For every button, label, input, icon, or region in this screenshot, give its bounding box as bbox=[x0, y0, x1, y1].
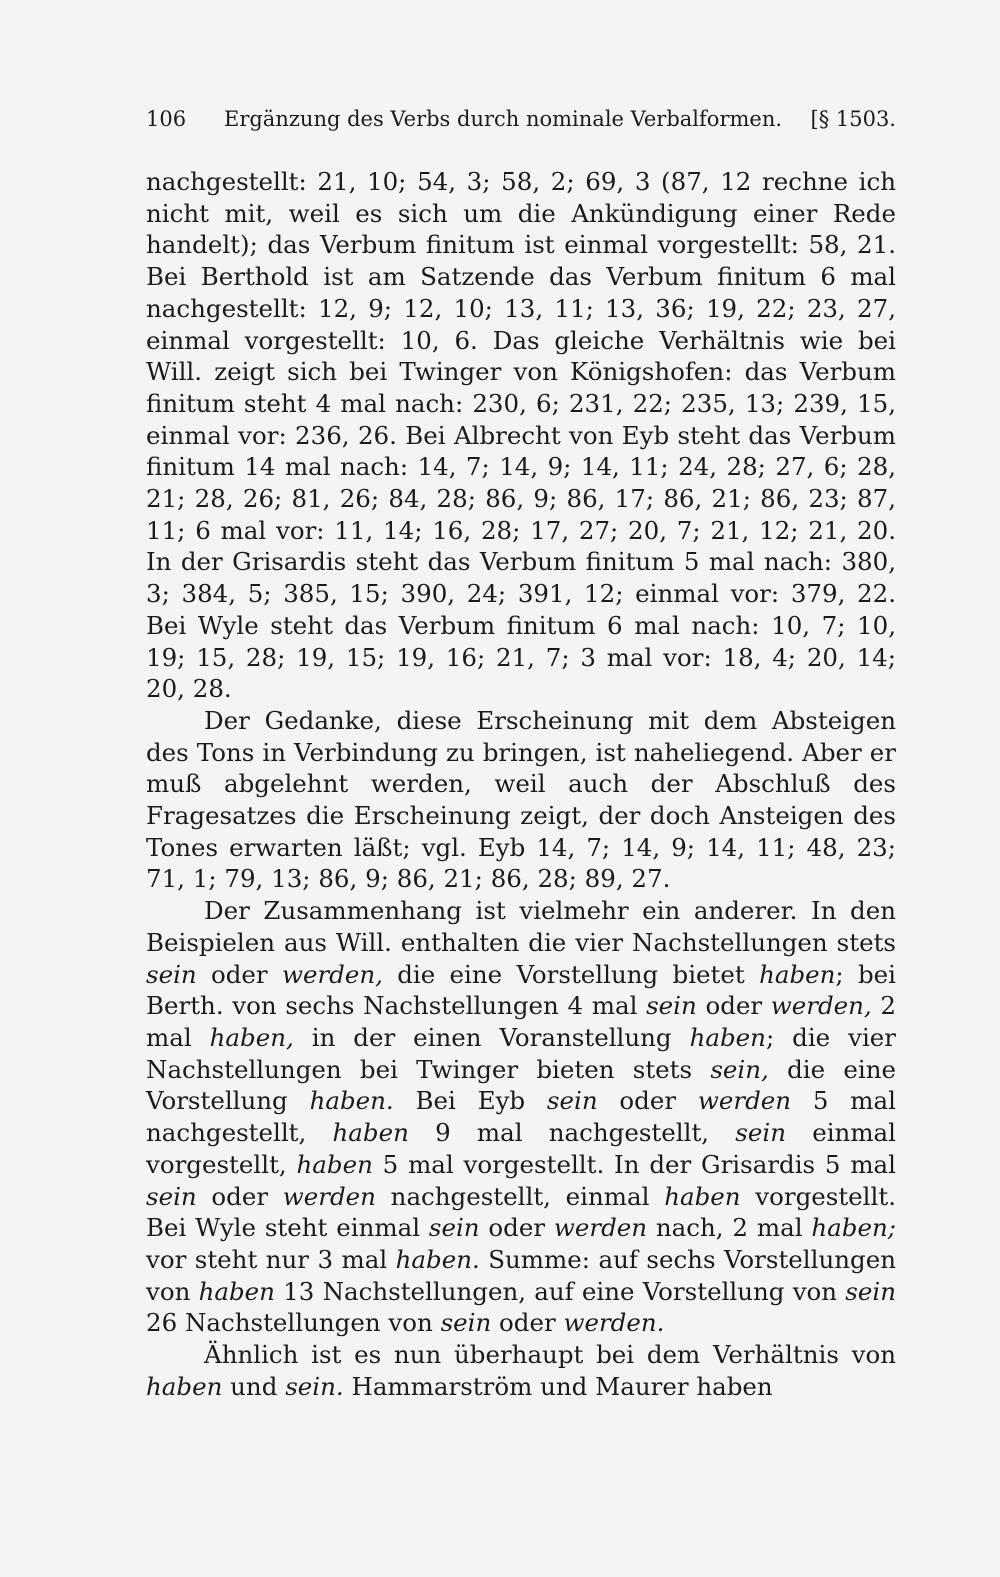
running-title: Ergänzung des Verbs durch nominale Verbalformen. bbox=[224, 107, 783, 131]
text-run: Der Zusammenhang ist vielmehr ein anderer. In den Beispielen aus Will. enthalten die vier Nachstellungen stets bbox=[146, 896, 896, 957]
text-run: die eine Vorstellung bietet bbox=[382, 959, 760, 989]
text-run: in der einen Voranstellung bbox=[293, 1022, 690, 1052]
text-run: oder bbox=[491, 1308, 564, 1338]
text-run: ; die vier Nachstellungen bei Twinger bieten stets bbox=[146, 1022, 897, 1084]
text-run: vor steht nur 3 mal bbox=[146, 1244, 396, 1274]
italic-term: haben. bbox=[309, 1086, 394, 1116]
italic-term: werden bbox=[697, 1086, 792, 1116]
text-run: Bei Eyb bbox=[393, 1086, 547, 1116]
italic-term: haben. bbox=[395, 1244, 480, 1274]
text-run: einmal vorgestellt, bbox=[146, 1118, 896, 1179]
text-run: und bbox=[222, 1371, 286, 1401]
text-run: ; bei Berth. von sechs Nachstellungen 4 mal bbox=[146, 959, 897, 1021]
italic-term: sein bbox=[146, 959, 197, 989]
text-run: 5 mal nachgestellt, bbox=[146, 1086, 896, 1148]
text-run: vorgestellt. Bei Wyle steht einmal bbox=[146, 1181, 896, 1243]
italic-term: sein bbox=[646, 991, 697, 1021]
text-run: oder bbox=[696, 991, 771, 1021]
italic-term: haben; bbox=[811, 1213, 896, 1243]
text-run: Der Gedanke, diese Erscheinung mit dem Absteigen des Tons in Verbindung zu bringen, ist naheliegend. Aber er muß abgelehnt werden, weil auch der Abschluß des Fragesatzes die Erscheinung zeigt, der doch Ansteigen des Tones erwarten läßt; vgl. Eyb 14, 7; 14, 9; 14, 11; 48, 23; 71, 1; 79, 13; 86, 9; 86, 21; 86, 28; 89, 27. bbox=[146, 705, 896, 894]
paragraph bbox=[146, 895, 896, 1339]
text-run: 9 mal nachgestellt, bbox=[408, 1118, 736, 1148]
page-number: 106 bbox=[146, 107, 187, 131]
text-run: die eine Vorstellung bbox=[146, 1054, 896, 1116]
text-run: 5 mal vorgestellt. In der Grisardis 5 mal bbox=[372, 1149, 896, 1179]
italic-term: werden. bbox=[563, 1308, 665, 1338]
italic-term: sein bbox=[735, 1118, 786, 1148]
text-run: Ähnlich ist es nun überhaupt bei dem Verhältnis von bbox=[204, 1340, 896, 1370]
italic-term: haben bbox=[146, 1371, 223, 1401]
italic-term: sein bbox=[440, 1308, 492, 1338]
italic-term: haben bbox=[759, 959, 836, 989]
italic-term: sein bbox=[845, 1276, 896, 1306]
text-run: nachgestellt: 21, 10; 54, 3; 58, 2; 69, 3 (87, 12 rechne ich nicht mit, weil es sich um die Ankündigung einer Rede handelt); das Verbum finitum ist einmal vorgestellt: 58, 21. Bei Berthold ist am Satzende das Verbum finitum 6 mal nachgestellt: 12, 9; 12, 10; 13, 11; 13, 36; 19, 22; 23, 27, einmal vorgestellt: 10, 6. Das gleiche Verhältnis wie bei Will. zeigt sich bei Twinger von Königshofen: das Verbum finitum steht 4 mal nach: 230, 6; 231, 22; 235, 13; 239, 15, einmal vor: 236, 26. Bei Albrecht von Eyb steht das Verbum finitum 14 mal nach: 14, 7; 14, 9; 14, 11; 24, 28; 27, 6; 28, 21; 28, 26; 81, 26; 84, 28; 86, 9; 86, 17; 86, 21; 86, 23; 87, 11; 6 mal vor: 11, 14; 16, 28; 17, 27; 20, 7; 21, 12; 21, 20. In der Grisardis steht das Verbum finitum 5 mal nach: 380, 3; 384, 5; 385, 15; 390, 24; 391, 12; einmal vor: 379, 22. Bei Wyle steht das Verbum finitum 6 mal nach: 10, 7; 10, 19; 15, 28; 19, 15; 19, 16; 21, 7; 3 mal vor: 18, 4; 20, 14; 20, 28. bbox=[146, 167, 896, 704]
italic-term: haben bbox=[664, 1181, 741, 1211]
text-run: Summe: auf sechs Vorstellungen von bbox=[146, 1244, 896, 1306]
italic-term: sein. bbox=[285, 1371, 344, 1401]
italic-term: sein, bbox=[710, 1054, 769, 1084]
italic-term: werden bbox=[282, 1181, 376, 1211]
italic-term: haben bbox=[296, 1149, 373, 1179]
italic-term: haben, bbox=[209, 1022, 294, 1052]
italic-term: werden bbox=[553, 1213, 648, 1243]
running-header bbox=[146, 104, 896, 134]
text-run: nachgestellt, einmal bbox=[375, 1181, 665, 1211]
section-reference: [§ 1503. bbox=[810, 107, 896, 131]
text-run: oder bbox=[597, 1086, 698, 1116]
body-text bbox=[146, 166, 896, 1402]
italic-term: haben bbox=[689, 1022, 766, 1052]
text-run: nach, 2 mal bbox=[647, 1213, 812, 1243]
text-run: oder bbox=[479, 1213, 554, 1243]
paragraph bbox=[146, 1339, 896, 1402]
italic-term: werden, bbox=[770, 991, 872, 1021]
paragraph bbox=[146, 705, 896, 895]
text-run: 13 Nachstellungen, auf eine Vorstellung von bbox=[274, 1276, 846, 1306]
text-run: 26 Nachstellungen von bbox=[146, 1308, 441, 1338]
text-run: oder bbox=[196, 959, 282, 989]
text-run: 2 mal bbox=[146, 991, 896, 1052]
italic-term: haben bbox=[198, 1276, 275, 1306]
paragraph bbox=[146, 166, 896, 705]
italic-term: haben bbox=[332, 1118, 409, 1148]
italic-term: sein bbox=[428, 1213, 480, 1243]
italic-term: sein bbox=[546, 1086, 598, 1116]
italic-term: sein bbox=[146, 1181, 197, 1211]
text-run: oder bbox=[196, 1181, 283, 1211]
text-run: Hammarström und Maurer haben bbox=[343, 1371, 773, 1401]
italic-term: werden, bbox=[281, 959, 383, 989]
